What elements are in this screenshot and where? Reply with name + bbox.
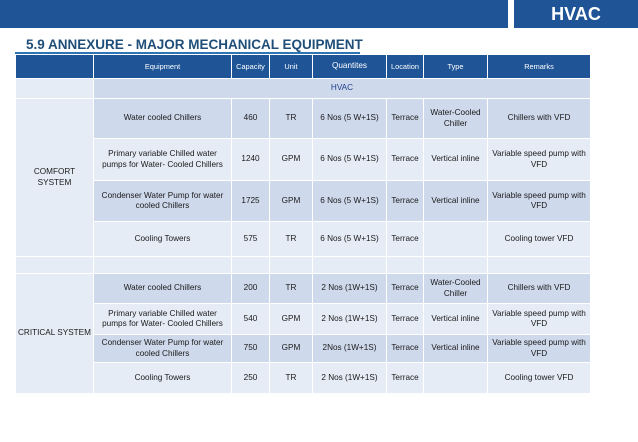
cell-quantity: 2 Nos (1W+1S): [313, 304, 387, 335]
cell-equipment: Cooling Towers: [94, 363, 232, 394]
system-label: CRITICAL SYSTEM: [16, 274, 94, 394]
equipment-table: [15, 54, 591, 394]
cell-equipment: Primary variable Chilled water pumps for Water- Cooled Chillers: [94, 304, 232, 335]
cell-location: Terrace: [387, 139, 424, 181]
cell-capacity: 460: [232, 99, 270, 139]
cell-location: Terrace: [387, 335, 424, 363]
spacer-row: [16, 257, 591, 274]
table-row: [16, 181, 591, 222]
cell-quantity: 6 Nos (5 W+1S): [313, 99, 387, 139]
cell-type: Vertical inline: [424, 304, 488, 335]
header-cell-type: Type: [424, 55, 488, 79]
spacer-cell: [16, 257, 94, 274]
table-row: [16, 274, 591, 304]
cell-quantity: 6 Nos (5 W+1S): [313, 181, 387, 222]
cell-quantity: 2 Nos (1W+1S): [313, 274, 387, 304]
cell-type: Vertical inline: [424, 139, 488, 181]
spacer-cell: [94, 257, 232, 274]
section-row: [16, 79, 591, 99]
cell-type: Vertical inline: [424, 335, 488, 363]
header-cell-system: [16, 55, 94, 79]
header-cell-unit: Unit: [270, 55, 313, 79]
cell-capacity: 575: [232, 222, 270, 257]
cell-quantity: 6 Nos (5 W+1S): [313, 139, 387, 181]
cell-remarks: Variable speed pump with VFD: [488, 304, 591, 335]
cell-unit: GPM: [270, 304, 313, 335]
cell-capacity: 750: [232, 335, 270, 363]
header-cell-location: Location: [387, 55, 424, 79]
header-cell-equipment: Equipment: [94, 55, 232, 79]
section-spacer-cell: [16, 79, 94, 99]
cell-location: Terrace: [387, 363, 424, 394]
table-row: [16, 222, 591, 257]
cell-capacity: 200: [232, 274, 270, 304]
spacer-cell: [424, 257, 488, 274]
section-label: HVAC: [94, 79, 591, 99]
cell-unit: TR: [270, 222, 313, 257]
cell-quantity: 2Nos (1W+1S): [313, 335, 387, 363]
header-cell-remarks: Remarks: [488, 55, 591, 79]
cell-equipment: Condenser Water Pump for water cooled Chillers: [94, 335, 232, 363]
cell-remarks: Chillers with VFD: [488, 99, 591, 139]
cell-unit: GPM: [270, 181, 313, 222]
cell-remarks: Variable speed pump with VFD: [488, 335, 591, 363]
cell-remarks: Cooling tower VFD: [488, 222, 591, 257]
spacer-cell: [270, 257, 313, 274]
cell-type: Vertical inline: [424, 181, 488, 222]
cell-equipment: Water cooled Chillers: [94, 274, 232, 304]
spacer-cell: [232, 257, 270, 274]
cell-equipment: Primary variable Chilled water pumps for Water- Cooled Chillers: [94, 139, 232, 181]
spacer-cell: [387, 257, 424, 274]
cell-capacity: 540: [232, 304, 270, 335]
cell-remarks: Chillers with VFD: [488, 274, 591, 304]
cell-quantity: 2 Nos (1W+1S): [313, 363, 387, 394]
cell-unit: GPM: [270, 335, 313, 363]
cell-type: [424, 222, 488, 257]
spacer-cell: [488, 257, 591, 274]
cell-unit: TR: [270, 99, 313, 139]
cell-quantity: 6 Nos (5 W+1S): [313, 222, 387, 257]
cell-remarks: Variable speed pump with VFD: [488, 181, 591, 222]
cell-capacity: 1725: [232, 181, 270, 222]
cell-equipment: Condenser Water Pump for water cooled Chillers: [94, 181, 232, 222]
cell-location: Terrace: [387, 222, 424, 257]
cell-type: Water-Cooled Chiller: [424, 274, 488, 304]
header-cell-quantities: Quantites: [313, 55, 387, 79]
cell-equipment: Water cooled Chillers: [94, 99, 232, 139]
table-header-row: [16, 55, 591, 79]
table-row: [16, 99, 591, 139]
cell-location: Terrace: [387, 274, 424, 304]
cell-unit: TR: [270, 274, 313, 304]
cell-capacity: 250: [232, 363, 270, 394]
cell-capacity: 1240: [232, 139, 270, 181]
system-label: COMFORT SYSTEM: [16, 99, 94, 257]
table-row: [16, 304, 591, 335]
page-title: 5.9 ANNEXURE - MAJOR MECHANICAL EQUIPMENT: [26, 37, 363, 52]
header-cell-capacity: Capacity: [232, 55, 270, 79]
table-row: [16, 335, 591, 363]
cell-remarks: Variable speed pump with VFD: [488, 139, 591, 181]
cell-location: Terrace: [387, 304, 424, 335]
cell-type: [424, 363, 488, 394]
cell-unit: GPM: [270, 139, 313, 181]
spacer-cell: [313, 257, 387, 274]
cell-equipment: Cooling Towers: [94, 222, 232, 257]
table-row: [16, 139, 591, 181]
cell-type: Water-Cooled Chiller: [424, 99, 488, 139]
cell-location: Terrace: [387, 99, 424, 139]
cell-remarks: Cooling tower VFD: [488, 363, 591, 394]
table-row: [16, 363, 591, 394]
cell-location: Terrace: [387, 181, 424, 222]
section-brand: HVAC: [551, 4, 601, 24]
cell-unit: TR: [270, 363, 313, 394]
